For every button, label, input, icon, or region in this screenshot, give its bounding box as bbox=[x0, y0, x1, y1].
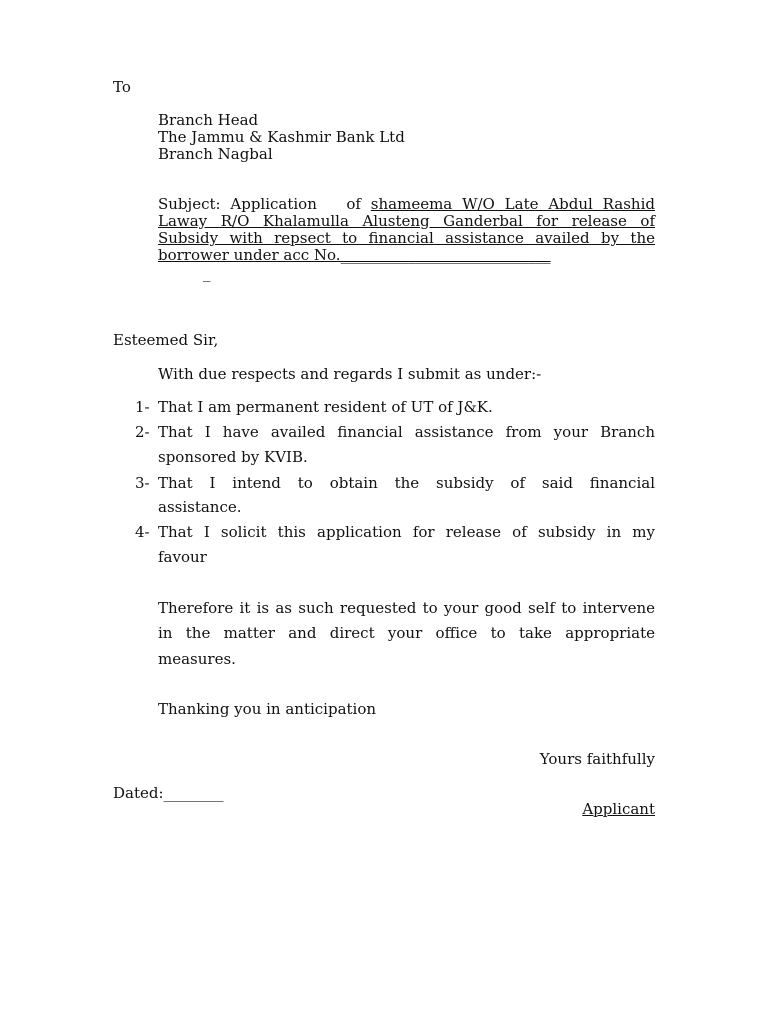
point-3-text: That I intend to obtain the subsidy of said financial bbox=[158, 474, 655, 492]
to-label: To bbox=[113, 78, 131, 96]
intro-text: With due respects and regards I submit as under:- bbox=[158, 365, 542, 383]
point-3-text-cont: assistance. bbox=[158, 498, 242, 516]
greeting: Esteemed Sir, bbox=[113, 331, 219, 349]
closing-text: Yours faithfully bbox=[539, 750, 655, 768]
request-line-3: measures. bbox=[158, 650, 236, 668]
point-4-text: That I solicit this application for release of subsidy in my bbox=[158, 523, 655, 541]
recipient-bank: The Jammu & Kashmir Bank Ltd bbox=[158, 128, 405, 146]
subject-prefix: Subject: Application of bbox=[158, 195, 371, 213]
point-2-text-cont: sponsored by KVIB. bbox=[158, 448, 308, 466]
subject-line-5: _ bbox=[203, 264, 211, 282]
subject-line-3: Subsidy with repsect to financial assistance availed by the bbox=[158, 229, 655, 247]
recipient-title: Branch Head bbox=[158, 111, 259, 129]
subject-line-1 bbox=[158, 195, 655, 213]
request-line-1: Therefore it is as such requested to your good self to intervene bbox=[158, 599, 655, 617]
subject-line-4: borrower under acc No.____________________________ bbox=[158, 246, 551, 264]
point-2-text: That I have availed financial assistance from your Branch bbox=[158, 423, 655, 441]
subject-line-2: Laway R/O Khalamulla Alusteng Ganderbal for release of bbox=[158, 212, 655, 230]
request-line-2: in the matter and direct your office to take appropriate bbox=[158, 624, 655, 642]
point-4-text-cont: favour bbox=[158, 548, 207, 566]
subject-applicant: shameema W/O Late Abdul Rashid bbox=[370, 195, 655, 213]
point-4-number: 4- bbox=[135, 523, 150, 541]
point-1-number: 1- bbox=[135, 398, 150, 416]
point-3-number: 3- bbox=[135, 474, 150, 492]
thanks-text: Thanking you in anticipation bbox=[158, 700, 377, 718]
recipient-branch: Branch Nagbal bbox=[158, 145, 273, 163]
signature-applicant: Applicant bbox=[582, 800, 655, 818]
dated-field: Dated:________ bbox=[113, 784, 224, 802]
point-2-number: 2- bbox=[135, 423, 150, 441]
point-1-text: That I am permanent resident of UT of J&K. bbox=[158, 398, 493, 416]
